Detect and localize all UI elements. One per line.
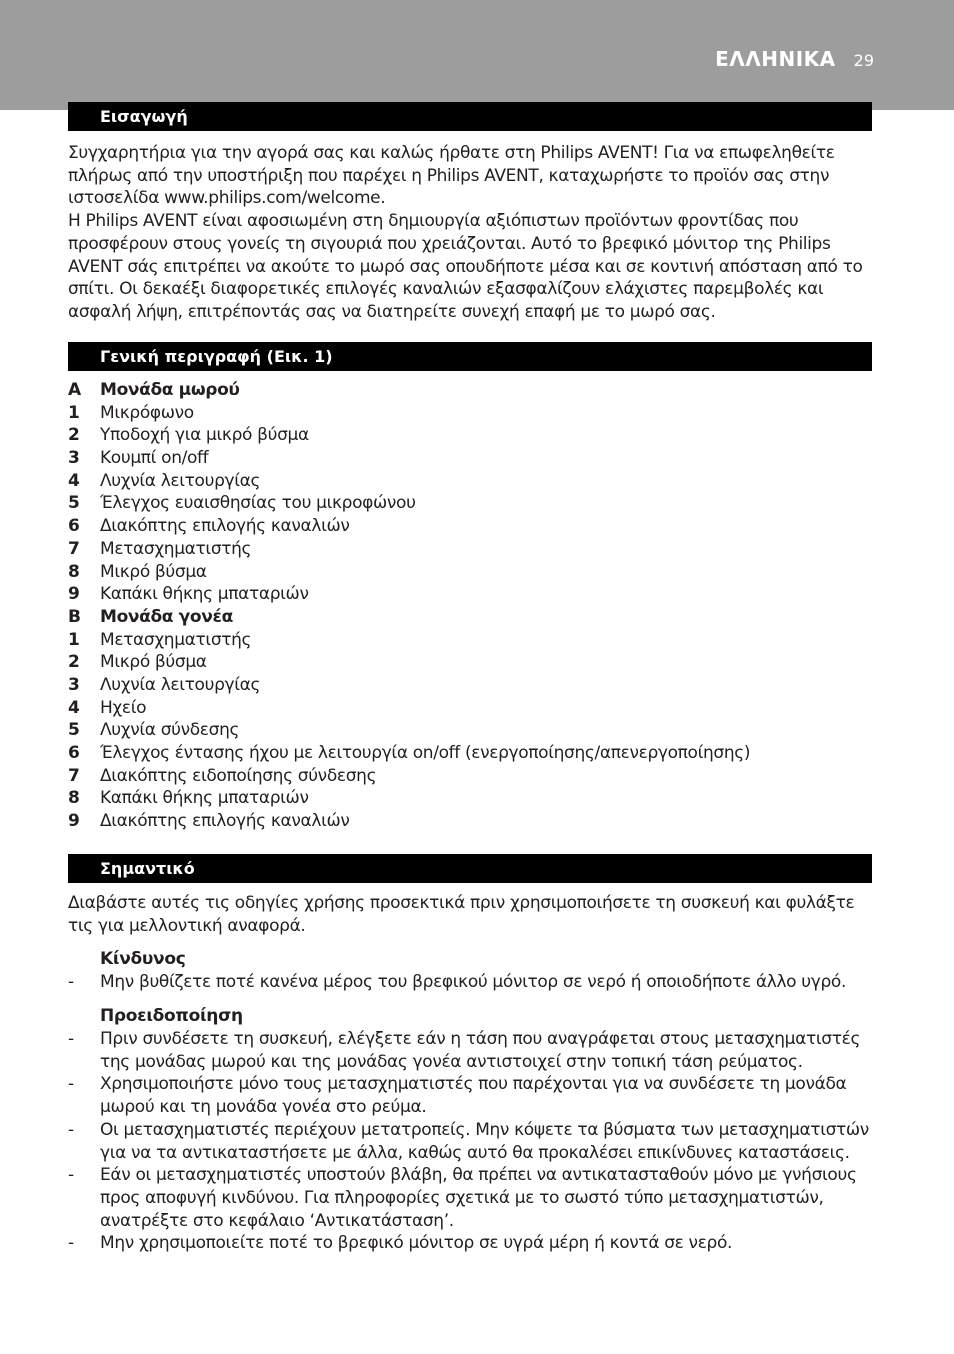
list-item	[68, 787, 876, 810]
item-label: Διακόπτης επιλογής καναλιών	[100, 811, 350, 832]
item-number: 6	[68, 516, 80, 537]
bullet-text: Εάν οι μετασχηματιστές υποστούν βλάβη, θα πρέπει να αντικατασταθούν μόνο με γνήσιους προς αποφυγή κινδύνου. Για πληροφορίες σχετικά με το σωστό τύπο μετασχηματιστών, ανατρέξτε στο κεφάλαιο ‘Αντικατάσταση’.	[100, 1165, 857, 1231]
list-item	[68, 515, 876, 538]
item-label: Μετασχηματιστής	[100, 629, 252, 650]
list-item	[68, 447, 876, 470]
danger-list	[68, 971, 876, 994]
item-label: Μικρόφωνο	[100, 402, 194, 423]
bullet-item	[68, 1164, 876, 1232]
item-label: Ηχείο	[100, 697, 147, 718]
item-number: 5	[68, 493, 80, 514]
bullet-item	[68, 1028, 876, 1073]
item-number: 2	[68, 425, 80, 446]
list-item	[68, 470, 876, 493]
item-number: 3	[68, 674, 80, 695]
item-label: Διακόπτης ειδοποίησης σύνδεσης	[100, 765, 377, 786]
list-item	[68, 651, 876, 674]
item-label: Έλεγχος ευαισθησίας του μικροφώνου	[100, 493, 416, 514]
item-number: 1	[68, 402, 80, 423]
item-label: Λυχνία λειτουργίας	[100, 674, 261, 695]
item-number: 2	[68, 652, 80, 673]
list-item	[68, 629, 876, 652]
page-header	[715, 47, 874, 71]
bullet-text: Οι μετασχηματιστές περιέχουν μετατροπείς. Μην κόψετε τα βύσματα των μετασχηματιστών για να τα αντικαταστήσετε με άλλα, καθώς αυτό θα προκαλέσει επικίνδυνες καταστάσεις.	[100, 1119, 869, 1163]
bullet-item	[68, 1073, 876, 1118]
item-label: Υποδοχή για μικρό βύσμα	[100, 425, 309, 446]
item-number: 8	[68, 561, 80, 582]
warning-list	[68, 1028, 876, 1255]
item-number: 5	[68, 720, 80, 741]
bullet-item	[68, 1119, 876, 1164]
bullet-text: Μην βυθίζετε ποτέ κανένα μέρος του βρεφικού μόνιτορ σε νερό ή οποιοδήποτε άλλο υγρό.	[100, 972, 847, 992]
item-label: Μικρό βύσμα	[100, 652, 207, 673]
section-title-important: Σημαντικό	[68, 854, 872, 883]
item-number: 9	[68, 811, 80, 832]
item-label: Μικρό βύσμα	[100, 561, 207, 582]
bullet-text: Μην χρησιμοποιείτε ποτέ το βρεφικό μόνιτορ σε υγρά μέρη ή κοντά σε νερό.	[100, 1233, 733, 1254]
bullet-dash: -	[68, 1119, 74, 1140]
list-item	[68, 402, 876, 425]
list-item	[68, 538, 876, 561]
bullet-item	[68, 971, 876, 994]
item-number: 4	[68, 697, 80, 718]
item-number: 7	[68, 765, 80, 786]
danger-title: Κίνδυνος	[100, 949, 186, 969]
item-number: 3	[68, 448, 80, 469]
list-item	[68, 719, 876, 742]
item-label: Καπάκι θήκης μπαταριών	[100, 584, 309, 605]
bullet-dash: -	[68, 1165, 74, 1186]
list-item	[68, 765, 876, 788]
item-label: Καπάκι θήκης μπαταριών	[100, 788, 309, 809]
header-band	[0, 0, 954, 110]
item-label: Έλεγχος έντασης ήχου με λειτουργία on/off (ενεργοποίησης/απενεργοποίησης)	[100, 743, 751, 763]
section-title-intro: Εισαγωγή	[68, 102, 872, 131]
item-number: 4	[68, 470, 80, 491]
list-item	[68, 424, 876, 447]
intro-paragraph-1: Συγχαρητήρια για την αγορά σας και καλώς ήρθατε στη Philips AVENT! Για να επωφεληθείτε πλήρως από την υποστήριξη που παρέχει η Philips AVENT, καταχωρήστε το προϊόν σας στην ιστοσελίδα www.philips.com/welcome.	[68, 143, 835, 209]
item-label: Λυχνία σύνδεσης	[100, 720, 240, 741]
parent-unit-items	[68, 629, 876, 833]
list-item	[68, 674, 876, 697]
item-label: Κουμπί on/off	[100, 448, 209, 469]
item-number: 1	[68, 629, 80, 650]
bullet-item	[68, 1232, 876, 1255]
item-label: Διακόπτης επιλογής καναλιών	[100, 516, 350, 537]
group-header-baby-unit: A Μονάδα μωρού	[68, 380, 240, 400]
list-item	[68, 697, 876, 720]
list-item	[68, 810, 876, 833]
baby-unit-items	[68, 402, 876, 606]
item-number: 9	[68, 584, 80, 605]
group-header-parent-unit: B Μονάδα γονέα	[68, 606, 233, 627]
intro-paragraph-2: Η Philips AVENT είναι αφοσιωμένη στη δημιουργία αξιόπιστων προϊόντων φροντίδας που προσφέρουν στους γονείς τη σιγουριά που χρειάζονται. Αυτό το βρεφικό μόνιτορ της Philips AVENT σάς επιτρέπει να ακούτε το μωρό σας οπουδήποτε μέσα και σε κοντινή απόσταση από το σπίτι. Οι δεκαέξι διαφορετικές επιλογές καναλιών εξασφαλίζουν ελάχιστες παρεμβολές και ασφαλή λήψη, επιτρέποντάς σας να διατηρείτε συνεχή επαφή με το μωρό σας.	[68, 211, 863, 322]
warning-title: Προειδοποίηση	[100, 1006, 243, 1026]
language-label: ΕΛΛΗΝΙΚΑ	[715, 47, 836, 71]
item-label: Λυχνία λειτουργίας	[100, 470, 261, 491]
intro-text	[68, 142, 876, 324]
bullet-text: Πριν συνδέσετε τη συσκευή, ελέγξετε εάν η τάση που αναγράφεται στους μετασχηματιστές της μονάδας μωρού και της μονάδας γονέα αντιστοιχεί στην τοπική τάση ρεύματος.	[100, 1029, 861, 1072]
bullet-dash: -	[68, 1074, 74, 1095]
list-item	[68, 492, 876, 515]
bullet-dash: -	[68, 972, 74, 992]
list-item	[68, 583, 876, 606]
important-paragraph: Διαβάστε αυτές τις οδηγίες χρήσης προσεκτικά πριν χρησιμοποιήσετε τη συσκευή και φυλάξτε τις για μελλοντική αναφορά.	[68, 893, 855, 936]
page-number: 29	[853, 51, 874, 70]
parts-list	[68, 379, 876, 833]
section-title-overview: Γενική περιγραφή (Εικ. 1)	[68, 342, 872, 371]
item-number: 7	[68, 538, 80, 559]
list-item	[68, 561, 876, 584]
bullet-text: Χρησιμοποιήστε μόνο τους μετασχηματιστές που παρέχονται για να συνδέσετε τη μονάδα μωρού και τη μονάδα γονέα στο ρεύμα.	[100, 1074, 847, 1118]
list-item	[68, 742, 876, 765]
item-label: Μετασχηματιστής	[100, 538, 252, 559]
item-number: 8	[68, 788, 80, 809]
bullet-dash: -	[68, 1233, 74, 1254]
bullet-dash: -	[68, 1029, 74, 1049]
item-number: 6	[68, 743, 80, 763]
